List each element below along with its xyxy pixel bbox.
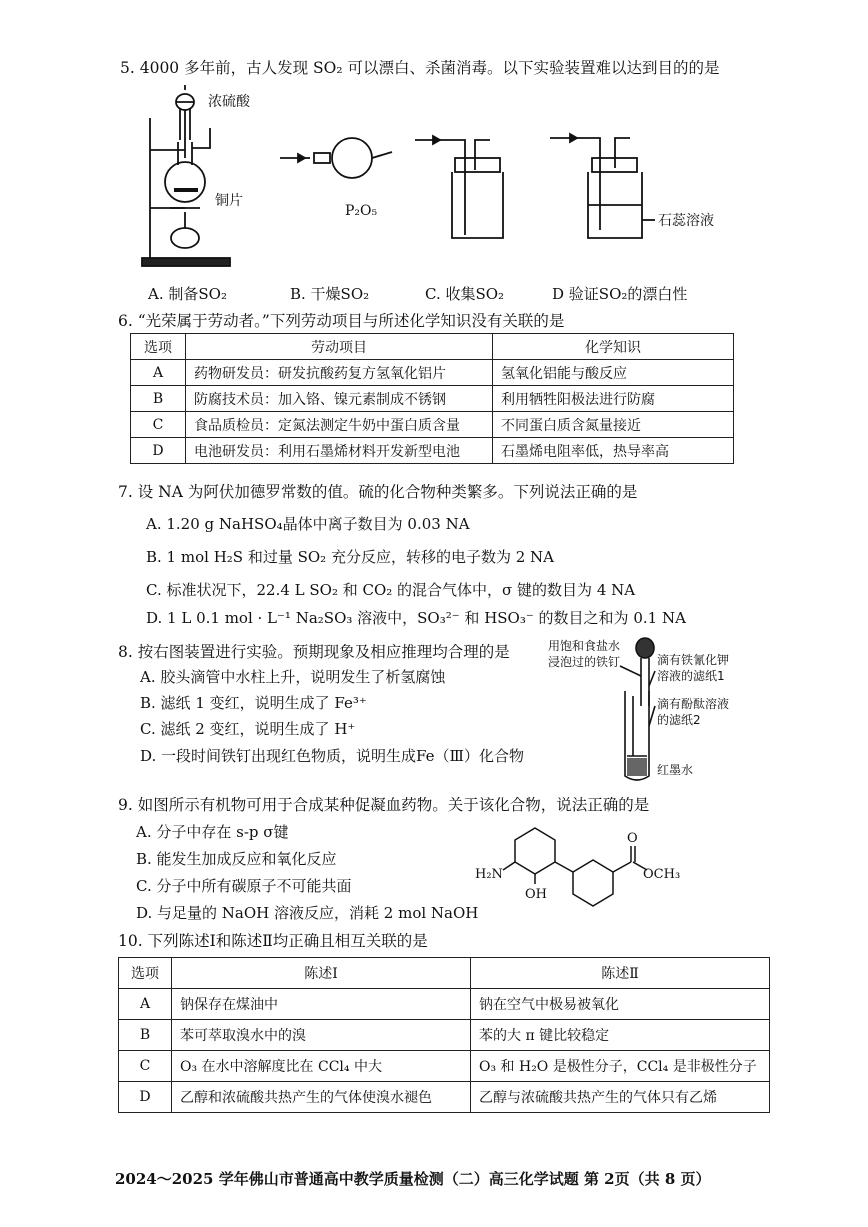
table-row [119,989,770,1020]
label-paper1-line2: 溶液的滤纸1 [657,669,725,683]
label-paper1-line1: 滴有铁氰化钾 [657,653,730,667]
q10-table [118,957,770,1113]
q9-option-d: D. 与足量的 NaOH 溶液反应，消耗 2 mol NaOH [136,904,479,922]
q10-cell: D [119,1082,172,1113]
q8-option-d: D. 一段时间铁钉出现红色物质，说明生成Fe（Ⅲ）化合物 [140,747,524,765]
q8-stem: 8. 按右图装置进行实验。预期现象及相应推理均合理的是 [118,643,510,661]
label-ink: 红墨水 [657,763,694,777]
table-row [131,412,734,438]
label-paper2-line1: 滴有酚酞溶液 [657,697,730,711]
label-litmus: 石蕊溶液 [658,213,714,229]
q10-cell: O₃ 在水中溶解度比在 CCl₄ 中大 [172,1051,471,1082]
q6-cell: 防腐技术员：加入铬、镍元素制成不锈钢 [186,386,493,412]
q6-header-option: 选项 [131,334,186,360]
q6-cell: D [131,438,186,464]
q5-option-c: C. 收集SO₂ [425,285,505,303]
label-copper: 铜片 [215,193,243,209]
label-och3: OCH₃ [643,867,681,882]
q10-cell: O₃ 和 H₂O 是极性分子，CCl₄ 是非极性分子 [471,1051,770,1082]
q9-option-b: B. 能发生加成反应和氧化反应 [136,850,337,868]
q10-cell: C [119,1051,172,1082]
q10-table-header [119,958,770,989]
q6-cell: 利用牺牲阳极法进行防腐 [493,386,734,412]
q6-cell: 电池研发员：利用石墨烯材料开发新型电池 [186,438,493,464]
q7-option-d: D. 1 L 0.1 mol · L⁻¹ Na₂SO₃ 溶液中，SO₃²⁻ 和 HSO₃⁻ 的数目之和为 0.1 NA [146,609,686,627]
label-p2o5: P₂O₅ [345,203,378,219]
q6-cell: 石墨烯电阻率低，热导率高 [493,438,734,464]
label-acid: 浓硫酸 [208,94,250,110]
q6-stem: 6. “光荣属于劳动者。”下列劳动项目与所述化学知识没有关联的是 [118,312,565,330]
q7-option-c: C. 标准状况下，22.4 L SO₂ 和 CO₂ 的混合气体中，σ 键的数目为 4 NA [146,581,636,599]
q6-cell: 食品质检员：定氮法测定牛奶中蛋白质含量 [186,412,493,438]
q6-table-header [131,334,734,360]
label-oh: OH [525,887,547,902]
label-nail-line1: 用饱和食盐水 [548,639,621,653]
label-nail-line2: 浸泡过的铁钉 [548,655,621,669]
q10-cell: 钠保存在煤油中 [172,989,471,1020]
q6-header-knowledge: 化学知识 [493,334,734,360]
q10-header-statement1: 陈述Ⅰ [172,958,471,989]
q6-table [130,333,734,464]
q10-cell: 乙醇与浓硫酸共热产生的气体只有乙烯 [471,1082,770,1113]
q8-apparatus-figure [545,636,765,786]
q6-header-labor: 劳动项目 [186,334,493,360]
q5-option-a: A. 制备SO₂ [148,285,227,303]
q6-cell: 药物研发员：研发抗酸药复方氢氧化铝片 [186,360,493,386]
q10-header-statement2: 陈述Ⅱ [471,958,770,989]
q7-option-a: A. 1.20 g NaHSO₄晶体中离子数目为 0.03 NA [146,515,470,533]
table-row [131,438,734,464]
label-nh2: H₂N [475,867,503,882]
q9-stem: 9. 如图所示有机物可用于合成某种促凝血药物。关于该化合物，说法正确的是 [118,796,650,814]
q5-option-b: B. 干燥SO₂ [290,285,370,303]
q6-cell: C [131,412,186,438]
label-o: O [627,831,638,846]
q9-option-a: A. 分子中存在 s-p σ键 [136,823,289,841]
q5-option-d: D 验证SO₂的漂白性 [552,285,688,303]
q10-cell: 钠在空气中极易被氧化 [471,989,770,1020]
q5-apparatus-figure [130,80,730,275]
q10-cell: A [119,989,172,1020]
q9-option-c: C. 分子中所有碳原子不可能共面 [136,877,352,895]
table-row [119,1020,770,1051]
q6-cell: B [131,386,186,412]
q6-cell: 氢氧化铝能与酸反应 [493,360,734,386]
q10-cell: 苯可萃取溴水中的溴 [172,1020,471,1051]
q5-stem: 5. 4000 多年前，古人发现 SO₂ 可以漂白、杀菌消毒。以下实验装置难以达到目的的是 [120,59,720,77]
q7-stem: 7. 设 NA 为阿伏加德罗常数的值。硫的化合物种类繁多。下列说法正确的是 [118,483,638,501]
table-row [131,386,734,412]
q8-option-c: C. 滤纸 2 变红，说明生成了 H⁺ [140,720,356,738]
q10-cell: 苯的大 π 键比较稳定 [471,1020,770,1051]
q10-stem: 10. 下列陈述Ⅰ和陈述Ⅱ均正确且相互关联的是 [118,932,428,950]
label-paper2-line2: 的滤纸2 [657,713,701,727]
q7-option-b: B. 1 mol H₂S 和过量 SO₂ 充分反应，转移的电子数为 2 NA [146,548,554,566]
q10-header-option: 选项 [119,958,172,989]
q8-option-a: A. 胶头滴管中水柱上升，说明发生了析氢腐蚀 [140,668,446,686]
table-row [119,1051,770,1082]
q8-option-b: B. 滤纸 1 变红，说明生成了 Fe³⁺ [140,694,367,712]
table-row [119,1082,770,1113]
table-row [131,360,734,386]
q9-structure-figure [475,820,681,910]
q6-cell: A [131,360,186,386]
q6-cell: 不同蛋白质含氮量接近 [493,412,734,438]
q10-cell: 乙醇和浓硫酸共热产生的气体使溴水褪色 [172,1082,471,1113]
page-footer: 2024～2025 学年佛山市普通高中教学质量检测（二）高三化学试题 第 2页（共 8 页） [115,1170,711,1188]
q10-cell: B [119,1020,172,1051]
